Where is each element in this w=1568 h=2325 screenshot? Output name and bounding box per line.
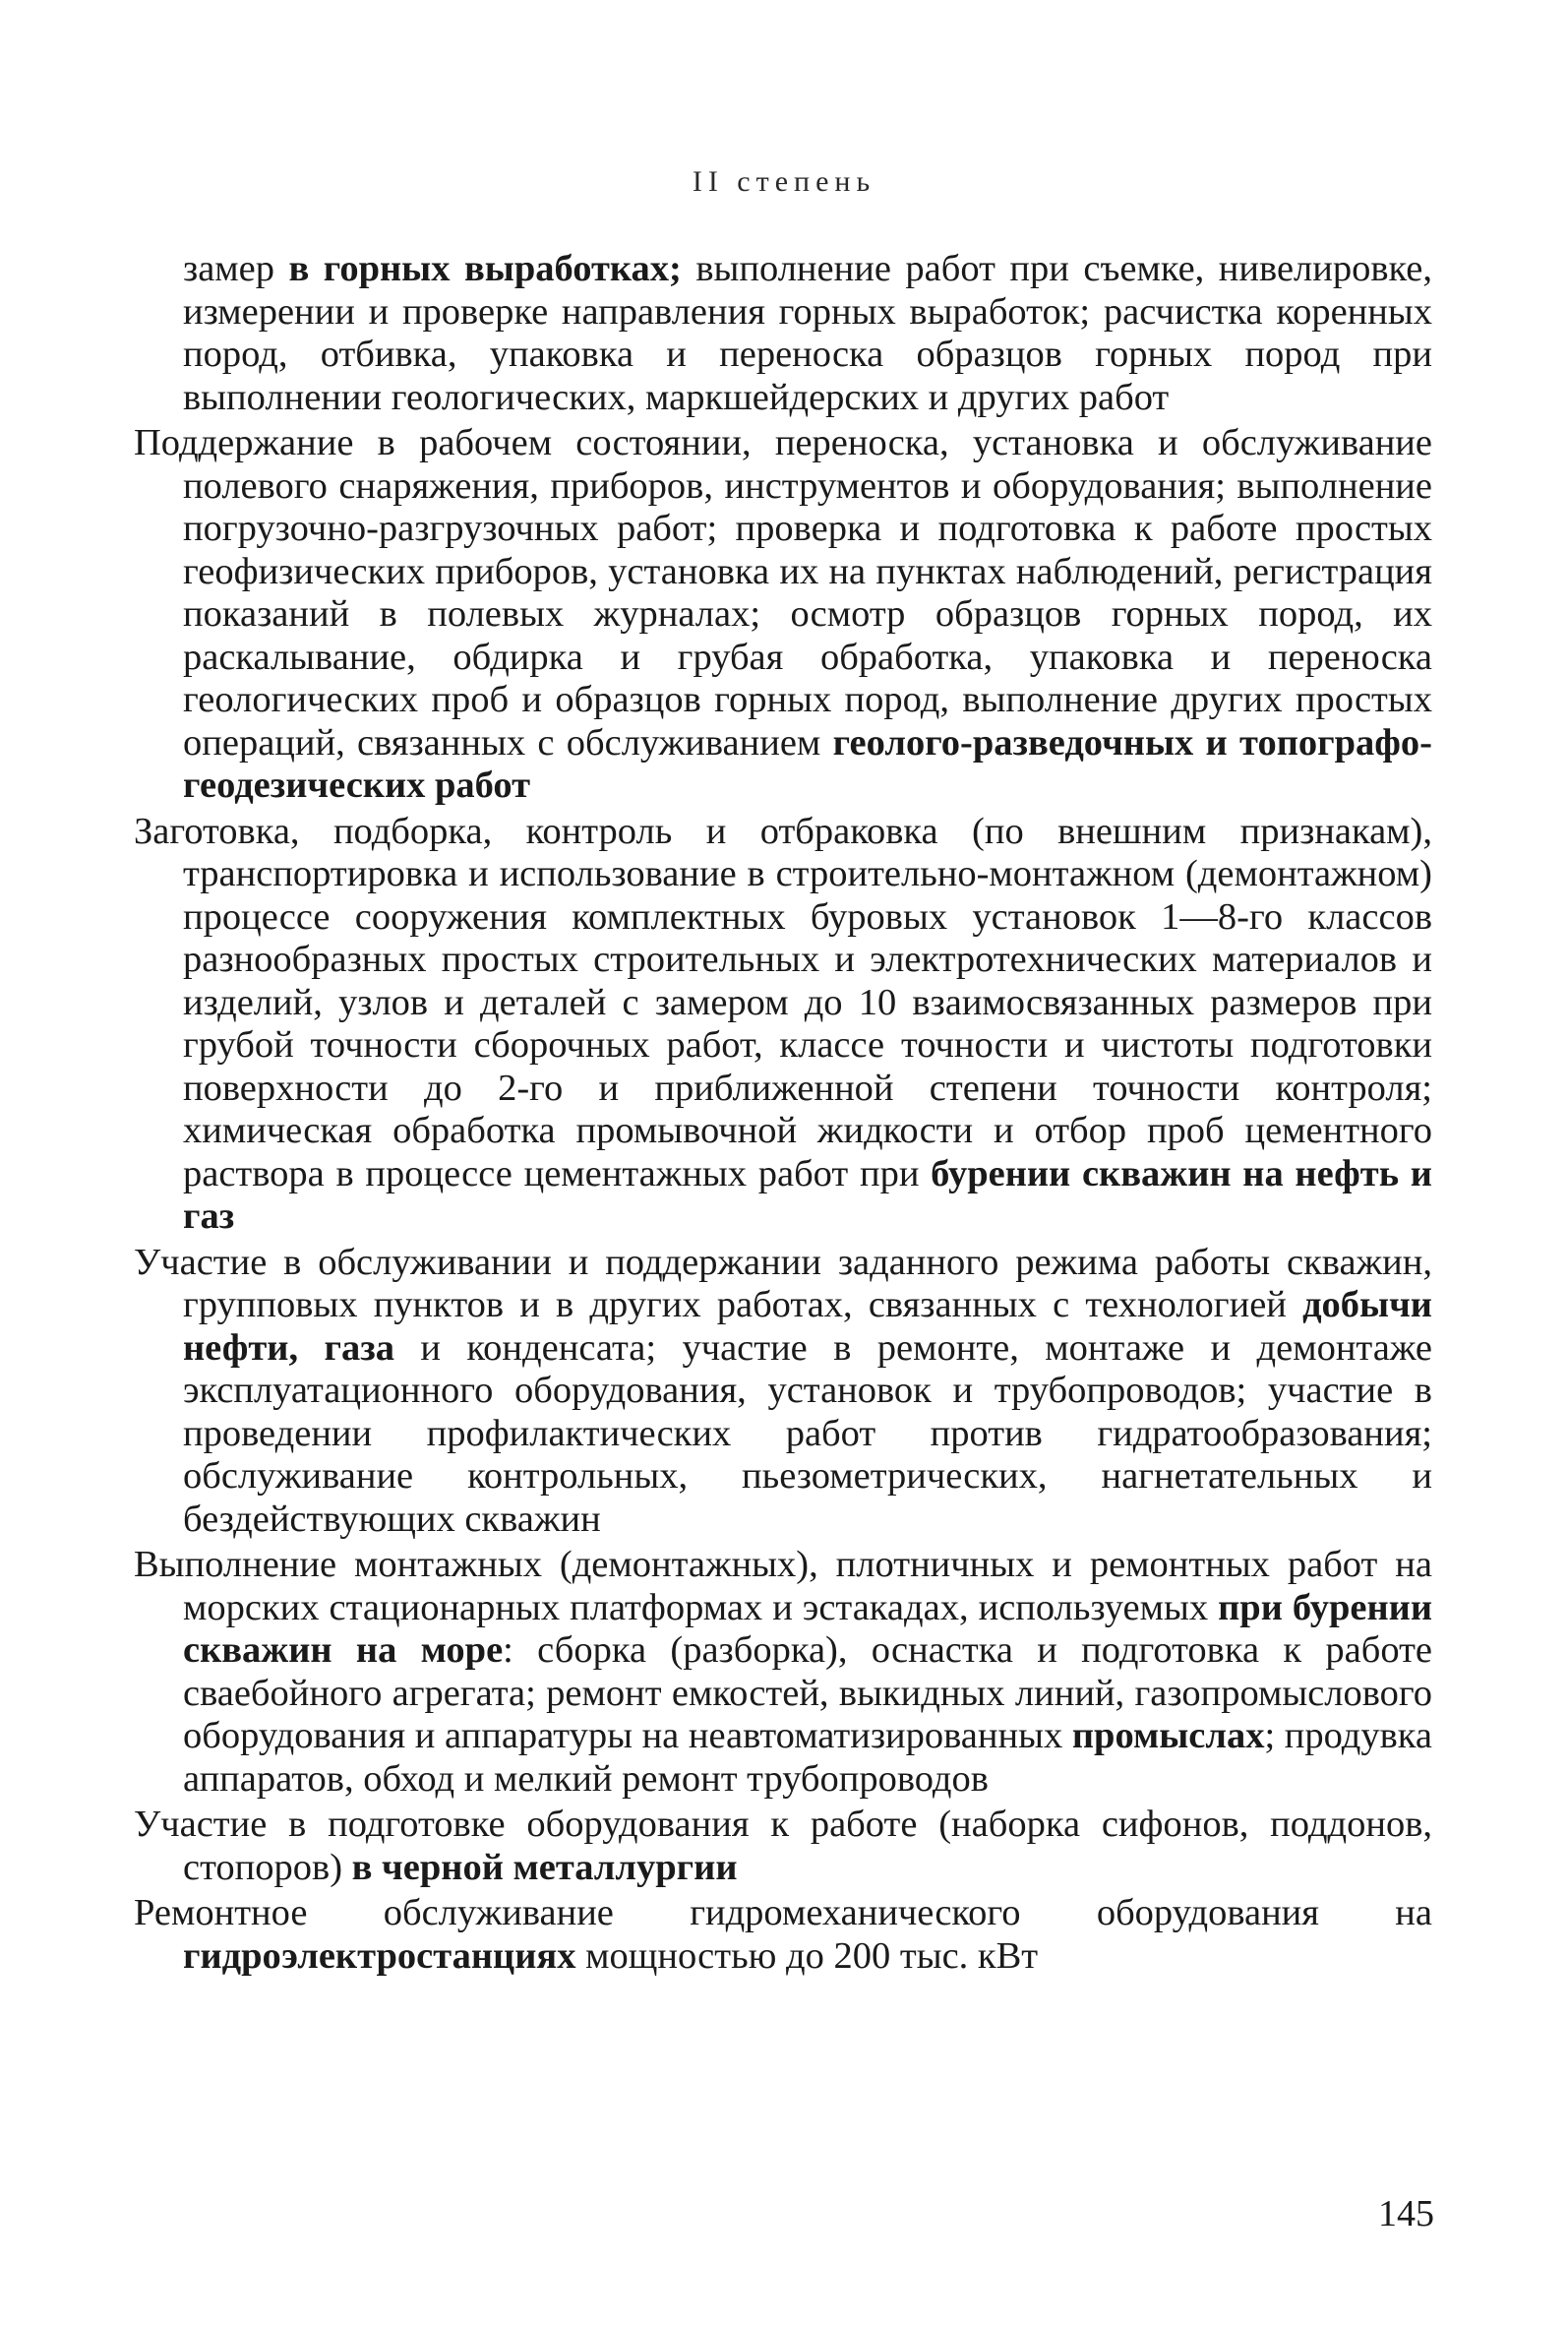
entry-5 [134, 1544, 1432, 1801]
entry-text: : сборка (разборка), оснастка и подготовка к работе сваебойного агрегата; ремонт емкостей, выкидных линий, газопромыслового оборудования и аппаратуры на неавтоматизированных [183, 1629, 1432, 1756]
entry-text: Выполнение монтажных (демонтажных), плотничных и ремонтных работ на морских стационарных платформах и эстакадах, используемых [134, 1544, 1432, 1628]
entry-6 [134, 1804, 1432, 1889]
bold-term: геолого-разведочных и топографо-геодезических работ [183, 721, 1432, 806]
entry-text: замер [183, 248, 289, 289]
bold-term: бурении скважин на нефть и газ [183, 1152, 1432, 1237]
entry-text: выполнение работ при съемке, нивелировке, измерении и проверке направления горных выработок; расчистка коренных пород, отбивка, упаковка и переноска образцов горных пород при выполнении геологических, маркшейдерских и других работ [183, 248, 1432, 418]
entry-text: Участие в подготовке оборудования к работе (наборка сифонов, поддонов, стопоров) [134, 1804, 1432, 1888]
entry-7 [134, 1892, 1432, 1978]
bold-term: в горных выработках; [288, 248, 682, 289]
entry-1 [134, 248, 1432, 419]
page-body [134, 248, 1432, 1981]
entry-text: Ремонтное обслуживание гидромеханического оборудования на [134, 1892, 1432, 1933]
page-number: 145 [1378, 2193, 1434, 2234]
entry-text: Заготовка, подборка, контроль и отбраковка (по внешним признакам), транспортировка и использование в строительно-монтажном (демонтажном) процессе сооружения комплектных буровых установок 1—8-го классов разнообразных простых строительных и электротехнических материалов и изделий, узлов и деталей с замером до 10 взаимосвязанных размеров при грубой точности сборочных работ, классе точности и чистоты подготовки поверхности до 2-го и приближенной степени точности контроля; химическая обработка промывочной жидкости и отбор проб цементного раствора в процессе цементажных работ при [134, 810, 1432, 1194]
entry-text: Поддержание в рабочем состоянии, переноска, установка и обслуживание полевого снаряжения, приборов, инструментов и оборудования; выполнение погрузочно-разгрузочных работ; проверка и подготовка к работе простых геофизических приборов, установка их на пунктах наблюдений, регистрация показаний в полевых журналах; осмотр образцов горных пород, их раскалывание, обдирка и грубая обработка, упаковка и переноска геологических проб и образцов горных пород, выполнение других простых операций, связанных с обслуживанием [134, 422, 1432, 764]
entry-text: мощностью до 200 тыс. кВт [575, 1934, 1039, 1977]
bold-term: при бурении скважин на море [183, 1586, 1433, 1671]
entry-text: и конденсата; участие в ремонте, монтаже и демонтаже эксплуатационного оборудования, установок и трубопроводов; участие в проведении профилактических работ против гидратообразования; обслуживание контрольных, пьезометрических, нагнетательных и бездействующих скважин [183, 1326, 1432, 1540]
bold-term: промыслах [1071, 1715, 1265, 1756]
bold-term: гидроэлектростанциях [183, 1934, 576, 1977]
entry-text: ; продувка аппаратов, обход и мелкий ремонт трубопроводов [183, 1715, 1433, 1800]
entry-2 [134, 422, 1432, 808]
entry-4 [134, 1242, 1432, 1542]
bold-term: добычи нефти, газа [183, 1284, 1432, 1369]
running-head: II степень [692, 165, 876, 198]
bold-term: в черной металлургии [351, 1846, 738, 1888]
entry-text: Участие в обслуживании и поддержании заданного режима работы скважин, групповых пунктов и в других работах, связанных с технологией [134, 1241, 1432, 1325]
entry-3 [134, 811, 1432, 1239]
